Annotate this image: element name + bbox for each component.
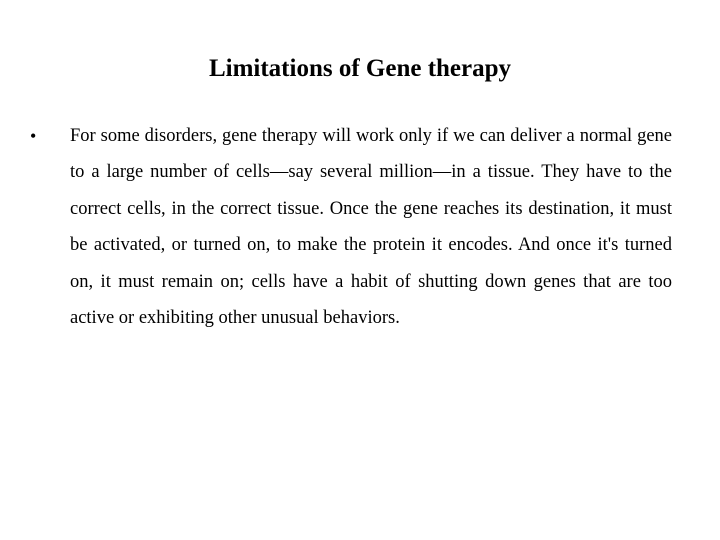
slide-title: Limitations of Gene therapy [208,55,512,82]
bullet-marker: • [30,126,37,146]
bullet-text: For some disorders, gene therapy will work only if we can deliver a normal gene to a large number of cells—say several million—in a tissue. They have to the correct cells, in the correct tissue. Once the gene reaches its destination, it must be activated, or turned on, to make the protein it encodes. And once it's turned on, it must remain on; cells have a habit of shutting down genes that are too active or exhibiting other unusual behaviors. [70,126,672,329]
